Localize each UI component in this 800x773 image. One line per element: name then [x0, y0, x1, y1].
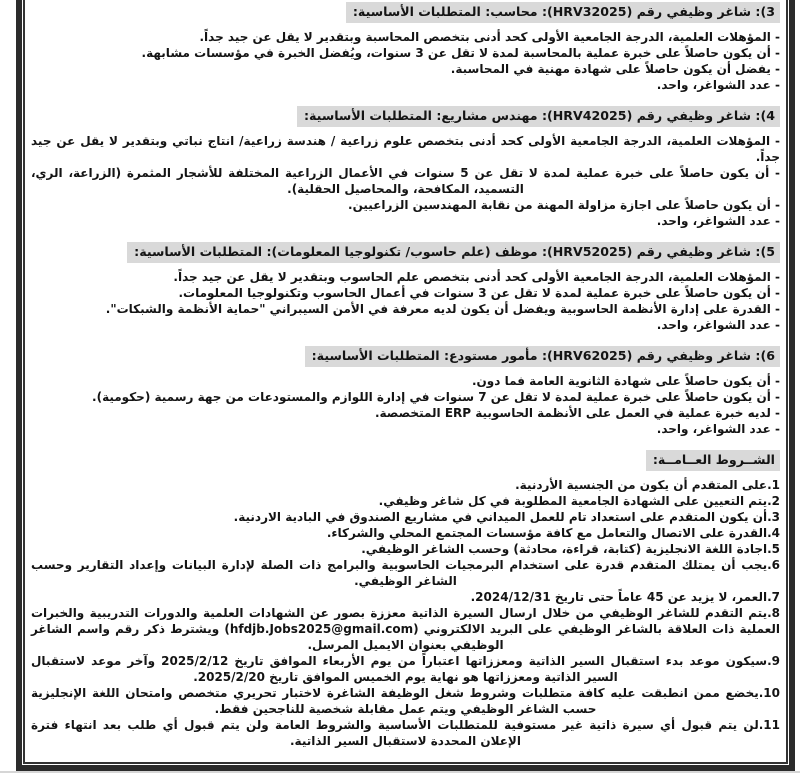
condition-item: 4.القدرة على الاتصال والتعامل مع كافة مؤسسات المجتمع المحلي والشركاء.: [326, 526, 780, 540]
requirement-item: - لديه خبرة عملية في العمل على الأنظمة الحاسوبية ERP المتخصصة.: [374, 406, 780, 420]
vacancy-3-requirements: [31, 29, 780, 93]
condition-item-deadline: 9.سيكون موعد بدء استقبال السير الذاتية ومعززاتها اعتباراً من يوم الأربعاء الموافق تاريخ 2025/2/12 وآخر موعد لاستقبال السير الذاتية ومعززاتها هو نهاية يوم الخميس الموافق تاريخ 2025/2/20.: [31, 654, 781, 684]
requirement-item: - أن يكون حاصلاً على خبرة عملية لمدة لا تقل عن 7 سنوات في إدارة اللوازم والمستودعات من جهة رسمية (حكومية).: [92, 390, 780, 404]
requirement-item: - أن يكون حاصلاً على اجازة مزاولة المهنة من نقابة المهندسين الزراعيين.: [348, 198, 780, 212]
condition-item: 1.على المتقدم أن يكون من الجنسية الأردنية.: [515, 478, 780, 492]
requirement-item: - المؤهلات العلمية، الدرجة الجامعية الأولى كحد أدنى بتخصص المحاسبة وبتقدير لا يقل عن جيد جداً.: [199, 30, 780, 44]
condition-item-application-email: 8.يتم التقدم للشاغر الوظيفي من خلال ارسال السيرة الذاتية معززة بصور عن الشهادات العلمية والدورات التدريبية والخبرات العملية ذات العلاقة بالشاغر الوظيفي على البريد الالكتروني (hfdjb.Jobs2025@gmail.com) ويشترط ذكر رقم واسم الشاغر الوظيفي بعنوان الايميل المرسل.: [31, 606, 781, 652]
condition-item: 6.يجب أن يمتلك المتقدم قدرة على استخدام البرمجيات الحاسوبية والبرامج ذات الصلة لإدارة البيانات وإعداد التقارير وحسب الشاغر الوظيفي.: [31, 558, 780, 588]
condition-item: 3.أن يكون المتقدم على استعداد تام للعمل الميداني في مشاريع الصندوق في البادية الاردنية.: [233, 510, 780, 524]
requirement-item: - المؤهلات العلمية، الدرجة الجامعية الأولى كحد أدنى بتخصص علوم زراعية / هندسة زراعية/ انتاج نباتي وبتقدير لا يقل عن جيد جداً.: [31, 134, 780, 164]
condition-item: 11.لن يتم قبول أي سيرة ذاتية غير مستوفية للمتطلبات الأساسية والشروط العامة ولن يتم قبول أي طلب بعد انتهاء فترة الإعلان المحددة لاستقبال السير الذاتية.: [31, 718, 780, 748]
requirement-item: - أن يكون حاصلاً على شهادة الثانوية العامة فما دون.: [471, 374, 780, 388]
vacancy-6-requirements: [31, 373, 780, 437]
vacancy-5-requirements: [31, 269, 780, 333]
requirement-item: - يفضل أن يكون حاصلاً على شهادة مهنية في المحاسبة.: [450, 62, 780, 76]
vacancy-5-title: 5): شاغر وظيفي رقم (HRV52025): موظف (علم حاسوب/ تكنولوجيا المعلومات): المتطلبات الأساسية:: [127, 242, 780, 263]
vacancy-5-header: [31, 242, 780, 263]
vacancy-6-title: 6): شاغر وظيفي رقم (HRV62025): مأمور مستودع: المتطلبات الأساسية:: [305, 346, 780, 367]
vacancy-4-title: 4): شاغر وظيفي رقم (HRV42025): مهندس مشاريع: المتطلبات الأساسية:: [297, 106, 780, 127]
condition-item: 2.يتم التعيين على الشهادة الجامعية المطلوبة في كل شاغر وظيفي.: [378, 494, 780, 508]
general-conditions-list: [31, 477, 780, 749]
requirement-item: - أن يكون حاصلاً على خبرة عملية لمدة لا تقل عن 3 سنوات في أعمال الحاسوب وتكنولوجيا المعلومات.: [178, 286, 780, 300]
vacancy-count: - عدد الشواغر، واحد.: [656, 318, 780, 332]
general-conditions-header: [31, 450, 780, 471]
vacancy-6-header: [31, 346, 780, 367]
condition-item: 10.يخضع ممن انطبقت عليه كافة متطلبات وشروط شغل الوظيفة الشاغرة لاختبار تحريري متخصص وامتحان اللغة الإنجليزية حسب الشاغر الوظيفي ويتم عمل مقابلة شخصية للناجحين فقط.: [31, 686, 780, 716]
condition-item-age-limit: 7.العمر، لا يزيد عن 45 عاماً حتى تاريخ 2024/12/31.: [470, 590, 780, 604]
general-conditions-title: الشــروط العــامــة:: [646, 450, 780, 471]
condition-item: 5.اجادة اللغة الانجليزية (كتابة، قراءة، محادثة) وحسب الشاغر الوظيفي.: [361, 542, 780, 556]
vacancy-count: - عدد الشواغر، واحد.: [656, 78, 780, 92]
vacancy-3-title: 3): شاغر وظيفي رقم (HRV32025): محاسب: المتطلبات الأساسية:: [346, 2, 780, 23]
vacancy-3-header: [31, 2, 780, 23]
requirement-item: - أن يكون حاصلاً على خبرة عملية لمدة لا تقل عن 5 سنوات في الأعمال الزراعية المختلفة للأشجار المثمرة (الزراعة، الري، التسميد، المكافحة، والمحاصيل الحقلية).: [31, 166, 781, 196]
requirement-item: - القدرة على إدارة الأنظمة الحاسوبية ويفضل أن يكون لديه معرفة في الأمن السيبراني "حماية الأنظمة والشبكات".: [105, 302, 780, 316]
vacancy-4-header: [31, 106, 780, 127]
vacancy-count: - عدد الشواغر، واحد.: [656, 214, 780, 228]
requirement-item: - المؤهلات العلمية، الدرجة الجامعية الأولى كحد أدنى بتخصص علم الحاسوب وبتقدير لا يقل عن جيد جداً.: [173, 270, 780, 284]
vacancy-4-requirements: [31, 133, 780, 229]
vacancy-count: - عدد الشواغر، واحد.: [656, 422, 780, 436]
requirement-item: - أن يكون حاصلاً على خبرة عملية بالمحاسبة لمدة لا تقل عن 3 سنوات، ويُفضل الخبرة في مؤسسات مشابهة.: [141, 46, 780, 60]
announcement-document: [31, 2, 780, 749]
